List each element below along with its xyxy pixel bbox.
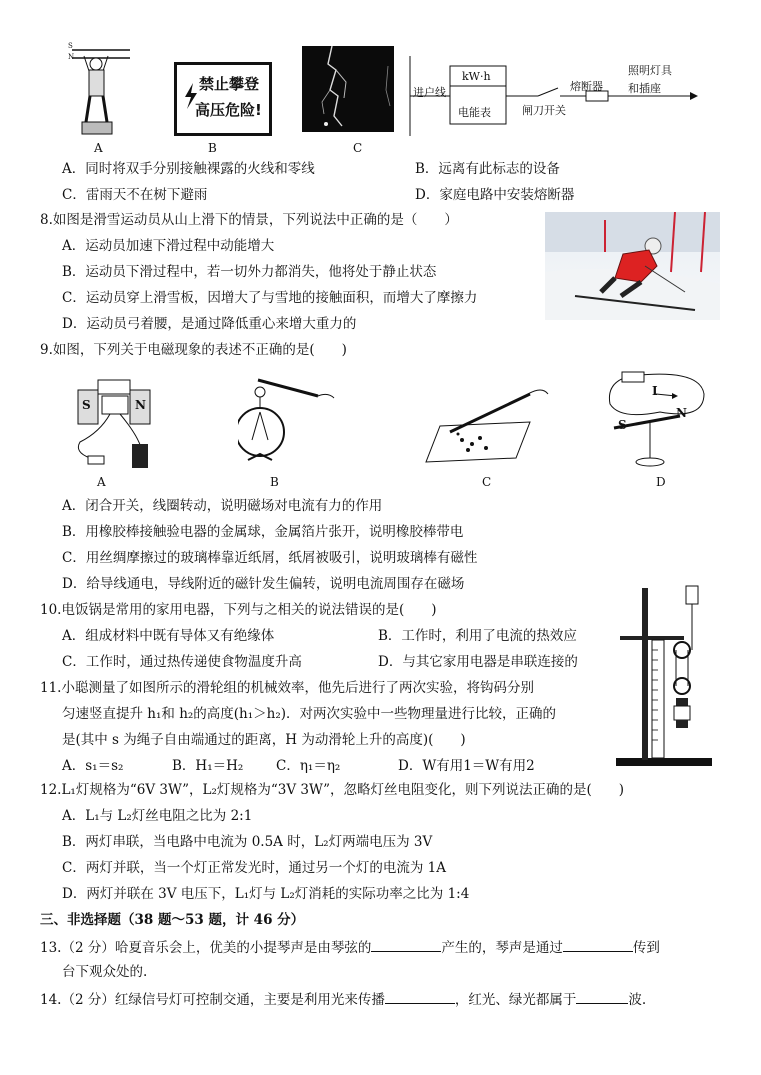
q9-figure-a-label: A — [97, 475, 106, 489]
q12-stem: 12.L₁灯规格为“6V 3W”，L₂灯规格为“3V 3W”，忽略灯丝电阻变化，则下列说法正确的是( ) — [40, 782, 625, 798]
q8-option-a: A．运动员加速下滑过程中动能增大 — [62, 238, 275, 254]
q10-option-a: A．组成材料中既有导体又有绝缘体 — [62, 628, 275, 644]
q9-option-a: A．闭合开关，线圈转动，说明磁场对电流有力的作用 — [62, 498, 383, 514]
q11-pulley-figure — [616, 580, 712, 768]
q9-stem: 9.如图，下列关于电磁现象的表述不正确的是( ) — [40, 342, 347, 358]
q12-option-a: A．L₁与 L₂灯丝电阻之比为 2:1 — [62, 808, 253, 824]
q13-part2: 产生的，琴声是通过 — [441, 940, 563, 956]
q9-current-label: I — [652, 384, 658, 398]
q7-sign-line1: 禁止攀登 — [199, 75, 260, 93]
q7-option-a: A．同时将双手分别接触裸露的火线和零线 — [62, 161, 315, 177]
q14-part1: 14.（2 分）红绿信号灯可控制交通，主要是利用光来传播 — [40, 992, 385, 1008]
q10-stem: 10.电饭锅是常用的家用电器，下列与之相关的说法错误的是( ) — [40, 602, 437, 618]
q9-option-d: D．给导线通电，导线附近的磁针发生偏转，说明电流周围存在磁场 — [62, 576, 465, 592]
q9-figure-a — [70, 372, 170, 472]
q13-part3: 传到 — [632, 940, 660, 956]
q8-option-d: D．运动员弓着腰，是通过降低重心来增大重力的 — [62, 316, 357, 332]
q10-option-d: D．与其它家用电器是串联连接的 — [378, 654, 578, 670]
q8-option-b: B．运动员下滑过程中，若一切外力都消失，他将处于静止状态 — [62, 264, 437, 280]
q9-figure-d-label: D — [656, 475, 666, 489]
q7-incoming-label: 进户线 — [413, 86, 446, 99]
q13-line2: 台下观众处的. — [62, 964, 148, 980]
q7-wire-s-label: S — [68, 42, 73, 50]
q11-option-c: C．η₁＝η₂ — [276, 758, 341, 774]
q13-part1: 13.（2 分）哈夏音乐会上，优美的小提琴声是由琴弦的 — [40, 940, 372, 956]
q11-stem-line3: 是(其中 s 为绳子自由端通过的距离，H 为动滑轮上升的高度)( ) — [62, 732, 466, 748]
q7-sign-line2: 高压危险! — [195, 101, 262, 119]
q7-fuse-label: 熔断器 — [570, 80, 603, 93]
q11-stem-line1: 11.小聪测量了如图所示的滑轮组的机械效率，他先后进行了两次实验，将钩码分别 — [40, 680, 534, 696]
q7-meter-unit: kW·h — [462, 70, 491, 83]
q14-blank-1[interactable] — [385, 989, 455, 1004]
q9-needle-n: N — [676, 406, 687, 420]
q9-option-b: B．用橡胶棒接触验电器的金属球，金属箔片张开，说明橡胶棒带电 — [62, 524, 464, 540]
q7-option-c: C．雷雨天不在树下避雨 — [62, 187, 208, 203]
q10-option-c: C．工作时，通过热传递使食物温度升高 — [62, 654, 302, 670]
q7-lightning-photo — [302, 46, 394, 132]
q9-magnet-s: S — [82, 398, 91, 412]
q9-figure-c-label: C — [482, 475, 492, 489]
q9-figure-b-label: B — [270, 475, 279, 489]
q8-option-c: C．运动员穿上滑雪板，因增大了与雪地的接触面积，而增大了摩擦力 — [62, 290, 478, 306]
q14-line — [40, 989, 646, 1009]
q9-figure-c — [420, 372, 550, 472]
q9-needle-s: S — [618, 418, 627, 432]
q7-load-label-1: 照明灯具 — [628, 64, 672, 77]
q7-wire-n-label: N — [68, 53, 75, 61]
q7-option-d: D．家庭电路中安装熔断器 — [415, 187, 575, 203]
q7-figure-a-label: A — [94, 141, 103, 155]
q10-option-b: B．工作时，利用了电流的热效应 — [378, 628, 577, 644]
q11-option-a: A．s₁＝s₂ — [62, 758, 124, 774]
q11-option-d: D．W有用1＝W有用2 — [398, 758, 535, 774]
q9-figure-b — [238, 372, 338, 472]
q7-meter-name: 电能表 — [458, 106, 491, 119]
q13-blank-1[interactable] — [371, 937, 441, 952]
q13-line1 — [40, 937, 660, 957]
q14-blank-2[interactable] — [576, 989, 628, 1004]
q7-figure-b-label: B — [208, 141, 217, 155]
q9-figure-d — [600, 364, 710, 472]
q7-option-b: B．远离有此标志的设备 — [415, 161, 560, 177]
q12-option-d: D．两灯并联在 3V 电压下，L₁灯与 L₂灯消耗的实际功率之比为 1:4 — [62, 886, 470, 902]
q11-stem-line2: 匀速竖直提升 h₁和 h₂的高度(h₁＞h₂)．对两次实验中一些物理量进行比较，正确的 — [62, 706, 557, 722]
q7-switch-label: 闸刀开关 — [522, 104, 566, 117]
q8-stem: 8.如图是滑雪运动员从山上滑下的情景，下列说法中正确的是（ ） — [40, 212, 458, 228]
q9-option-c: C．用丝绸摩擦过的玻璃棒靠近纸屑，纸屑被吸引，说明玻璃棒有磁性 — [62, 550, 478, 566]
q7-figure-c-label: C — [353, 141, 363, 155]
q11-option-b: B．H₁＝H₂ — [172, 758, 244, 774]
q7-warning-sign — [174, 62, 272, 136]
q8-skier-photo — [545, 212, 720, 320]
q7-load-label-2: 和插座 — [628, 82, 661, 95]
q14-part2: ，红光、绿光都属于 — [454, 992, 577, 1008]
q14-part3: 波. — [628, 992, 647, 1008]
q12-option-c: C．两灯并联，当一个灯正常发光时，通过另一个灯的电流为 1A — [62, 860, 446, 876]
q9-magnet-n: N — [135, 398, 146, 412]
section3-heading: 三、非选择题（38 题～53 题，计 46 分） — [40, 912, 305, 928]
q13-blank-2[interactable] — [563, 937, 633, 952]
q12-option-b: B．两灯串联，当电路中电流为 0.5A 时，L₂灯两端电压为 3V — [62, 834, 433, 850]
